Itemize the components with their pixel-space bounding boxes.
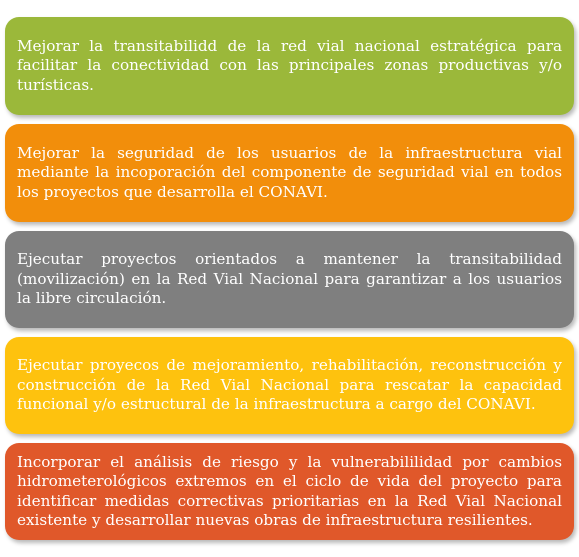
objective-box-2 [5,124,574,222]
objective-text-5: Incorporar el análisis de riesgo y la vulnerabililidad por cambios hidrometerológicos extremos en el ciclo de vida del proyecto para identificar medidas correctivas prioritarias en la Red Vial Nacional existente y desarrollar nuevas obras de infraestructura resilientes. [17,452,562,529]
objective-box-3 [5,231,574,328]
objective-text-3: Ejecutar proyectos orientados a mantener la transitabilidad (movilización) en la Red Vial Nacional para garantizar a los usuarios la libre circulación. [17,250,562,308]
objective-text-4: Ejecutar proyecos de mejoramiento, rehabilitación, reconstrucción y construcción de la Red Vial Nacional para rescatar la capacidad funcional y/o estructural de la infraestructura a cargo del CONAVI. [17,356,562,414]
objective-box-4 [5,337,574,434]
objective-text-1: Mejorar la transitabilidd de la red vial nacional estratégica para facilitar la conectividad con las principales zonas productivas y/o turísticas. [17,36,562,94]
objective-text-2: Mejorar la seguridad de los usuarios de la infraestructura vial mediante la incoporación del componente de seguridad vial en todos los proyectos que desarrolla el CONAVI. [17,143,562,201]
objective-box-5 [5,443,574,540]
objective-box-1 [5,17,574,115]
